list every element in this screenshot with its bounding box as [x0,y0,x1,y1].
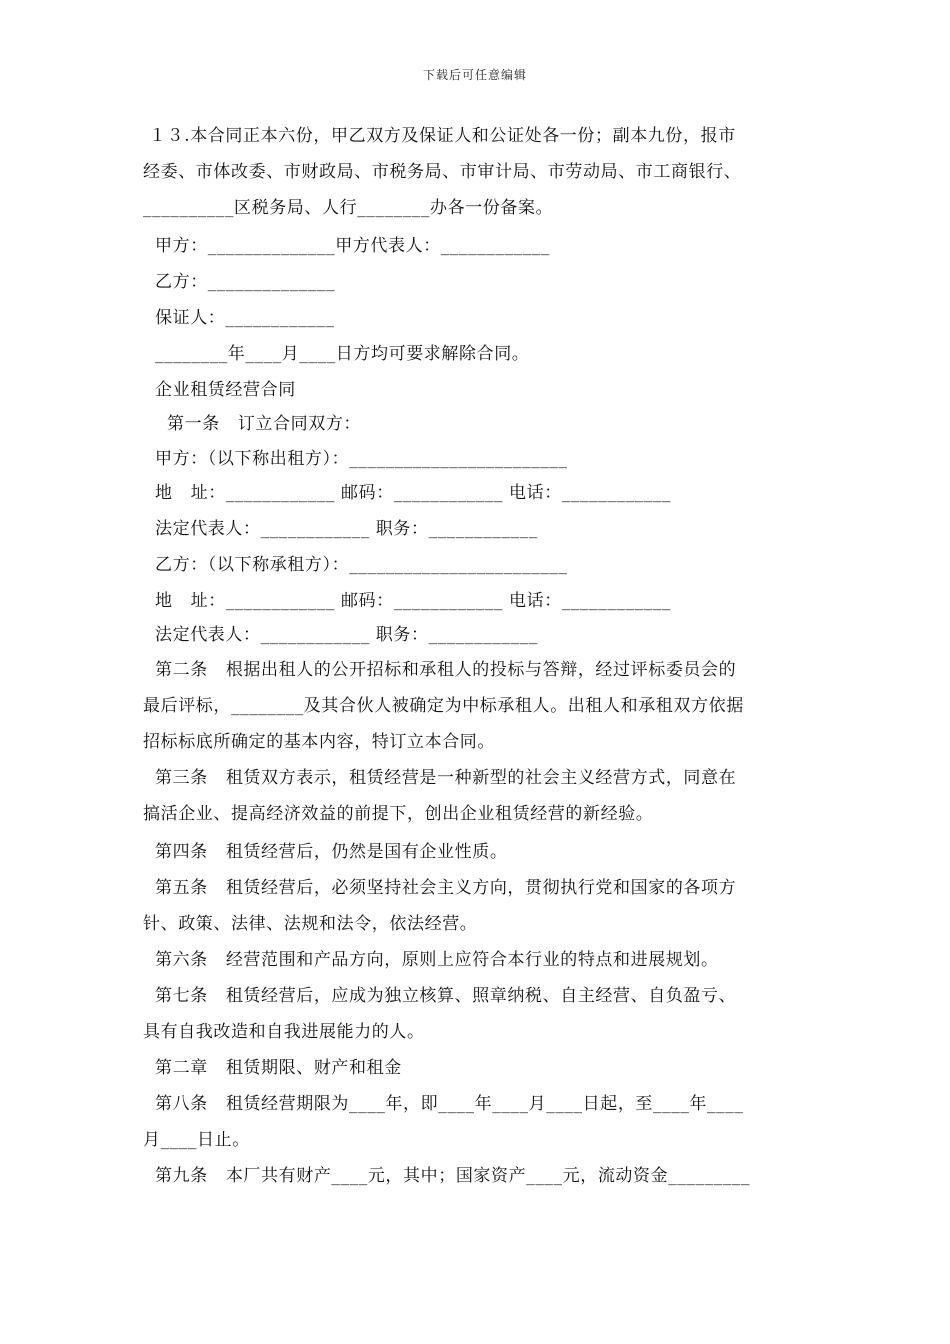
text-line: 第三条 租赁双方表示，租赁经营是一种新型的社会主义经营方式，同意在 [143,768,737,788]
text-line: 甲方：（以下称出租方）：________________________ [143,449,568,469]
text-line: 经委、市体改委、市财政局、市税务局、市审计局、市劳动局、市工商银行、 [143,162,742,182]
text-line: 月____日止。 [143,1130,250,1150]
text-line: 法定代表人：____________ 职务：____________ [143,519,538,539]
text-line: 针、政策、法律、法规和法令，依法经营。 [143,914,478,934]
text-line: 招标标底所确定的基本内容，特订立本合同。 [143,732,495,752]
text-line: 地 址：____________ 邮码：____________ 电话：____________ [143,483,672,503]
text-line: 第六条 经营范围和产品方向，原则上应符合本行业的特点和进展规划。 [143,950,719,970]
text-line: 第九条 本厂共有财产____元，其中；国家资产____元，流动资金_________ [143,1166,751,1186]
text-line: 第五条 租赁经营后，必须坚持社会主义方向，贯彻执行党和国家的各项方 [143,878,737,898]
text-line: 乙方：（以下称承租方）：________________________ [143,555,568,575]
text-line: __________区税务局、人行________办各一份备案。 [143,198,554,218]
text-line: ________年____月____日方均可要求解除合同。 [143,344,530,364]
text-line: 第二章 租赁期限、财产和租金 [143,1058,402,1078]
text-line: 甲方：______________甲方代表人：____________ [143,236,551,256]
text-line: 地 址：____________ 邮码：____________ 电话：____________ [143,591,672,611]
text-line: 第二条 根据出租人的公开招标和承租人的投标与答辩，经过评标委员会的 [143,660,737,680]
text-line: 最后评标，________及其合伙人被确定为中标承租人。出租人和承租双方依据 [143,696,744,716]
text-line: 第四条 租赁经营后，仍然是国有企业性质。 [143,842,508,862]
text-line: 搞活企业、提高经济效益的前提下，创出企业租赁经营的新经验。 [143,804,654,824]
text-line: 保证人：____________ [143,308,335,328]
text-line: 第八条 租赁经营期限为____年，即____年____月____日起，至____年____ [143,1094,744,1114]
text-line: 乙方：______________ [143,272,336,292]
text-line: 第七条 租赁经营后，应成为独立核算、照章纳税、自主经营、自负盈亏、 [143,986,737,1006]
page-header: 下载后可任意编辑 [422,68,527,82]
text-line: 企业租赁经营合同 [143,380,296,400]
text-line: 第一条 订立合同双方： [143,414,362,434]
text-line: 具有自我改造和自我进展能力的人。 [143,1022,425,1042]
text-line: １３.本合同正本六份，甲乙双方及保证人和公证处各一份；副本九份，报市 [143,126,736,146]
text-line: 法定代表人：____________ 职务：____________ [143,625,538,645]
